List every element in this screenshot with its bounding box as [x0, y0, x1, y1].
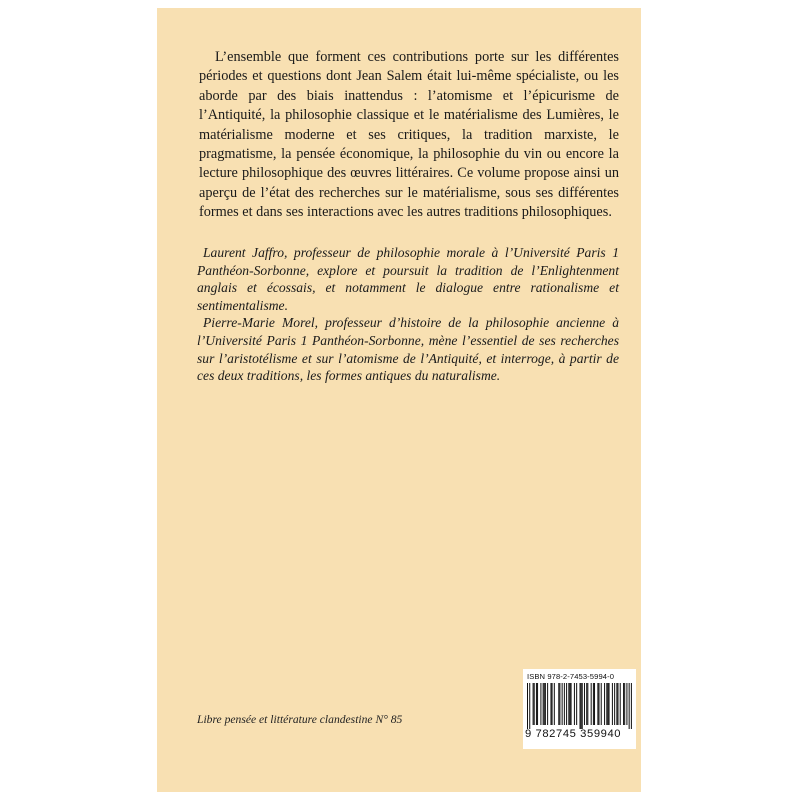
barcode-bar	[566, 683, 567, 725]
author-bio-jaffro: Laurent Jaffro, professeur de philosophie morale à l’Université Paris 1 Panthéon-Sorbonne, explore et poursuit la tradition de l’Enlightenment anglais et écossais, et notamment le dialogue entre rationalisme et sentimentalisme.	[197, 245, 619, 313]
barcode-bar	[598, 683, 599, 725]
barcode-bar	[540, 683, 541, 725]
back-cover	[157, 8, 641, 792]
barcode-bar	[559, 683, 560, 725]
ean-digits: 9 782745 359940	[525, 728, 622, 740]
barcode-bar	[527, 683, 528, 729]
barcode-bar	[536, 683, 537, 725]
barcode-bar	[552, 683, 553, 725]
series-title: Libre pensée et littérature clandestine N° 85	[197, 713, 403, 726]
barcode-bar	[609, 683, 610, 725]
barcode-bar	[576, 683, 577, 725]
barcode-bar	[614, 683, 615, 725]
barcode-bar	[582, 683, 583, 729]
barcode-bar	[568, 683, 569, 725]
barcode-image	[527, 683, 632, 729]
barcode-bar	[606, 683, 607, 725]
barcode-bar	[544, 683, 545, 725]
barcode-bar	[587, 683, 588, 725]
barcode-bar	[547, 683, 548, 725]
barcode-bar	[537, 683, 538, 725]
barcode-bar	[562, 683, 563, 725]
barcode-bar	[620, 683, 621, 725]
barcode-bar	[545, 683, 546, 725]
barcode-bar	[626, 683, 627, 725]
barcode-bar	[534, 683, 535, 725]
barcode-bar	[533, 683, 534, 725]
barcode-block	[523, 669, 636, 749]
barcode-bar	[631, 683, 632, 729]
barcode-bar	[624, 683, 625, 725]
intro-paragraph: L’ensemble que forment ces contributions porte sur les différentes périodes et questions dont Jean Salem était lui-même spécialiste, ou les aborde par des biais inattendus : l’atomisme et l’épicurisme de l’Antiquité, la philosophie classique et le matérialisme des Lumières, le matérialisme moderne et ses critiques, la tradition marxiste, le pragmatisme, la pensée économique, la philosophie du vin ou encore la lecture philosophique des œuvres littéraires. Ce volume propose ainsi un aperçu de l’état des recherches sur le matérialisme, sous ses différentes formes et dans ses interactions avec les autres traditions philosophiques.	[199, 49, 619, 221]
barcode-bar	[564, 683, 565, 725]
barcode-bar	[591, 683, 592, 725]
barcode-bar	[554, 683, 555, 725]
barcode-bar	[597, 683, 598, 725]
barcode-bar	[604, 683, 605, 725]
barcode-bar	[558, 683, 559, 725]
barcode-bar	[584, 683, 585, 725]
author-bios	[197, 244, 619, 385]
barcode-bar	[580, 683, 581, 729]
barcode-bar	[607, 683, 608, 725]
barcode-bar	[581, 683, 582, 729]
barcode-bar	[571, 683, 572, 725]
author-bio-morel: Pierre-Marie Morel, professeur d’histoire de la philosophie ancienne à l’Université Paris 1 Panthéon-Sorbonne, mène l’essentiel de ses recherches sur l’aristotélisme et sur l’atomisme de l’Antiquité, et interroge, à partir de ces deux traditions, les formes antiques du naturalisme.	[197, 315, 619, 384]
barcode-bar	[623, 683, 624, 725]
barcode-bar	[586, 683, 587, 725]
barcode-bar	[550, 683, 551, 725]
barcode-bar	[593, 683, 594, 725]
barcode-bar	[629, 683, 630, 729]
barcode-bar	[574, 683, 575, 725]
barcode-bar	[612, 683, 613, 725]
barcode-bar	[617, 683, 618, 725]
barcode-bar	[601, 683, 602, 725]
isbn-label: ISBN 978-2-7453-5994-0	[527, 672, 615, 681]
barcode-bar	[529, 683, 530, 729]
barcode-bar	[594, 683, 595, 725]
barcode-bar	[569, 683, 570, 725]
barcode-bar	[543, 683, 544, 725]
barcode-bar	[616, 683, 617, 725]
